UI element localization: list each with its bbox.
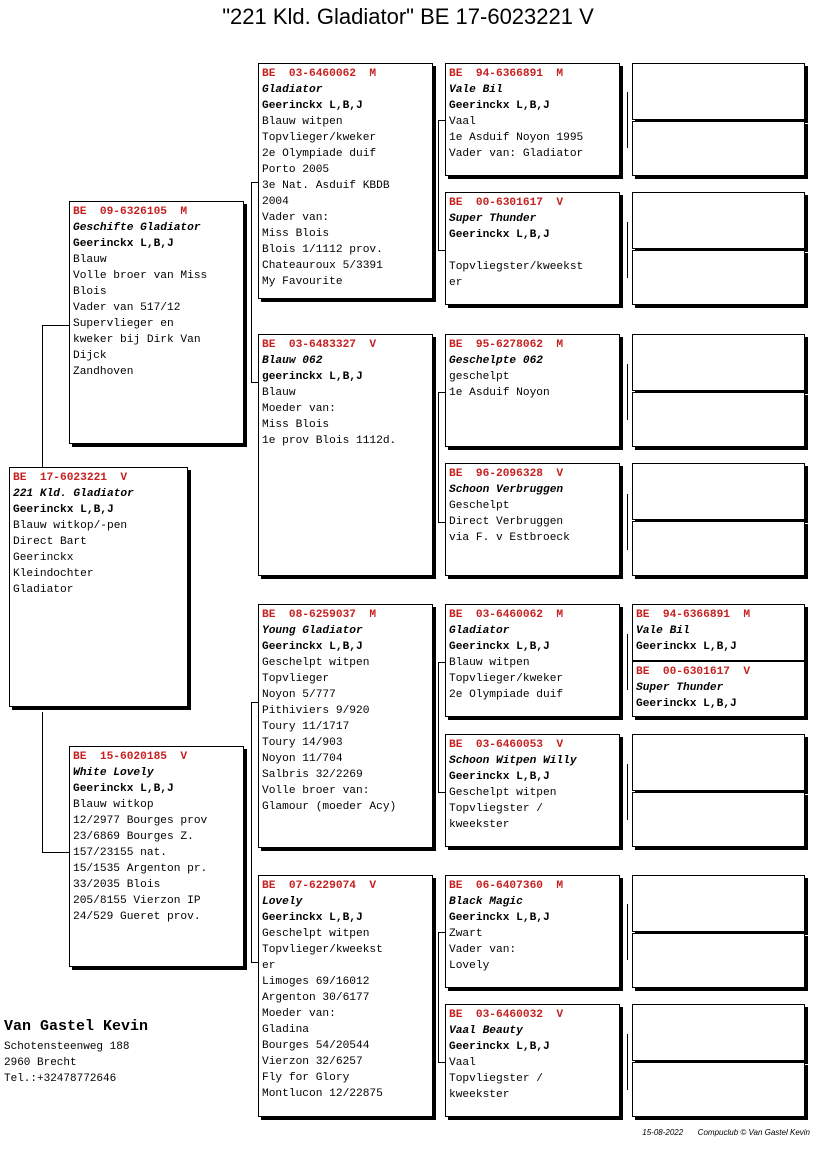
info-line: My Favourite bbox=[262, 276, 343, 288]
pigeon-card-fmf[interactable] bbox=[445, 334, 620, 447]
info-line: er bbox=[262, 960, 276, 972]
pigeon-name: Super Thunder bbox=[636, 682, 724, 694]
info-line: kweekster bbox=[449, 819, 510, 831]
breeder-name: geerinckx L,B,J bbox=[262, 371, 363, 383]
info-line: Vader van 517/12 bbox=[73, 302, 181, 314]
info-line: Vaal bbox=[449, 1057, 476, 1069]
pigeon-card-fff[interactable] bbox=[445, 63, 620, 176]
info-line: Topvlieger bbox=[262, 673, 330, 685]
info-line: Moeder van: bbox=[262, 403, 336, 415]
connector bbox=[627, 634, 628, 690]
pigeon-card-mfm[interactable] bbox=[445, 734, 620, 847]
info-line: Topvlieger/kweker bbox=[262, 132, 377, 144]
pigeon-name: Blauw 062 bbox=[262, 355, 323, 367]
pigeon-card-mmf[interactable] bbox=[445, 875, 620, 988]
info-line: 157/23155 nat. bbox=[73, 847, 167, 859]
info-line: Blauw bbox=[262, 387, 296, 399]
pigeon-card-empty[interactable] bbox=[632, 521, 805, 576]
connector bbox=[438, 932, 439, 1062]
breeder-name: Geerinckx L,B,J bbox=[636, 698, 737, 710]
connector bbox=[627, 1034, 628, 1090]
info-line: Volle broer van: bbox=[262, 785, 370, 797]
info-line: Geschelpt witpen bbox=[262, 928, 370, 940]
info-line: 15/1535 Argenton pr. bbox=[73, 863, 208, 875]
info-line: 2004 bbox=[262, 196, 289, 208]
info-line: Geschelpt witpen bbox=[262, 657, 370, 669]
breeder-name: Geerinckx L,B,J bbox=[73, 783, 174, 795]
ring-number: BE 03-6460032 V bbox=[449, 1009, 564, 1021]
pigeon-card-empty[interactable] bbox=[632, 792, 805, 847]
pigeon-card-empty[interactable] bbox=[632, 463, 805, 520]
pigeon-card-mother[interactable] bbox=[69, 746, 244, 967]
pigeon-card-ff[interactable] bbox=[258, 63, 433, 299]
pigeon-card-empty[interactable] bbox=[632, 392, 805, 447]
pigeon-name: Schoon Verbruggen bbox=[449, 484, 564, 496]
footer-credit: Compuclub © Van Gastel Kevin bbox=[697, 1128, 810, 1137]
info-line: Topvlieger/kweker bbox=[449, 673, 564, 685]
pigeon-card-empty[interactable] bbox=[632, 1004, 805, 1061]
pigeon-name: White Lovely bbox=[73, 767, 154, 779]
info-line: Pithiviers 9/920 bbox=[262, 705, 370, 717]
pigeon-card-empty[interactable] bbox=[632, 192, 805, 249]
info-line: Bourges 54/20544 bbox=[262, 1040, 370, 1052]
connector bbox=[438, 120, 439, 250]
breeder-name: Geerinckx L,B,J bbox=[262, 641, 363, 653]
info-line: Blois bbox=[73, 286, 107, 298]
info-line: Blauw witpen bbox=[449, 657, 530, 669]
pigeon-name: Geschelpte 062 bbox=[449, 355, 543, 367]
info-line: Salbris 32/2269 bbox=[262, 769, 363, 781]
info-line: Gladiator bbox=[13, 584, 74, 596]
pigeon-name: Black Magic bbox=[449, 896, 523, 908]
pigeon-card-mfff[interactable] bbox=[632, 604, 805, 661]
pigeon-card-empty[interactable] bbox=[632, 1062, 805, 1117]
info-line: kweker bij Dirk Van bbox=[73, 334, 201, 346]
ring-number: BE 96-2096328 V bbox=[449, 468, 564, 480]
info-line: via F. v Estbroeck bbox=[449, 532, 570, 544]
connector bbox=[42, 712, 43, 852]
info-line: Blauw bbox=[73, 254, 107, 266]
pigeon-card-mff[interactable] bbox=[445, 604, 620, 717]
connector bbox=[627, 222, 628, 278]
info-line: Blauw witpen bbox=[262, 116, 343, 128]
info-line: Topvlieger/kweekst bbox=[262, 944, 383, 956]
pigeon-name: Gladiator bbox=[262, 84, 323, 96]
info-line: Moeder van: bbox=[262, 1008, 336, 1020]
info-line: 2e Olympiade duif bbox=[449, 689, 564, 701]
pigeon-card-empty[interactable] bbox=[632, 334, 805, 391]
pigeon-card-empty[interactable] bbox=[632, 875, 805, 932]
info-line: Geerinckx bbox=[13, 552, 74, 564]
ring-number: BE 03-6460053 V bbox=[449, 739, 564, 751]
ring-number: BE 09-6326105 M bbox=[73, 206, 188, 218]
pigeon-name: Geschifte Gladiator bbox=[73, 222, 201, 234]
info-line: Vader van: bbox=[449, 944, 517, 956]
pigeon-name: Vaal Beauty bbox=[449, 1025, 523, 1037]
ring-number: BE 94-6366891 M bbox=[449, 68, 564, 80]
pigeon-card-subject[interactable] bbox=[9, 467, 188, 707]
info-line: Glamour (moeder Acy) bbox=[262, 801, 397, 813]
info-line: Topvliegster / bbox=[449, 1073, 543, 1085]
connector bbox=[627, 494, 628, 550]
info-line: 205/8155 Vierzon IP bbox=[73, 895, 201, 907]
info-line: Topvliegster / bbox=[449, 803, 543, 815]
info-line: Gladina bbox=[262, 1024, 309, 1036]
owner-block bbox=[4, 1018, 148, 1087]
info-line: 23/6869 Bourges Z. bbox=[73, 831, 194, 843]
ring-number: BE 00-6301617 V bbox=[636, 666, 751, 678]
connector bbox=[251, 182, 252, 382]
info-line: Geschelpt witpen bbox=[449, 787, 557, 799]
connector bbox=[42, 325, 43, 470]
ring-number: BE 94-6366891 M bbox=[636, 609, 751, 621]
pigeon-card-mffm[interactable] bbox=[632, 661, 805, 717]
info-line: 33/2035 Blois bbox=[73, 879, 161, 891]
info-line: Argenton 30/6177 bbox=[262, 992, 370, 1004]
info-line: Vaal bbox=[449, 116, 476, 128]
info-line: Toury 14/903 bbox=[262, 737, 343, 749]
pigeon-name: Young Gladiator bbox=[262, 625, 363, 637]
pigeon-name: Schoon Witpen Willy bbox=[449, 755, 577, 767]
connector bbox=[627, 764, 628, 820]
ring-number: BE 17-6023221 V bbox=[13, 472, 128, 484]
connector bbox=[627, 364, 628, 420]
connector bbox=[438, 392, 439, 522]
breeder-name: Geerinckx L,B,J bbox=[13, 504, 114, 516]
info-line: Direct Bart bbox=[13, 536, 87, 548]
owner-name: Van Gastel Kevin bbox=[4, 1018, 149, 1035]
pigeon-card-mm[interactable] bbox=[258, 875, 433, 1117]
info-line: Volle broer van Miss bbox=[73, 270, 208, 282]
info-line: Miss Blois bbox=[262, 228, 330, 240]
connector bbox=[627, 904, 628, 960]
info-line: Direct Verbruggen bbox=[449, 516, 564, 528]
info-line: Vader van: Gladiator bbox=[449, 148, 584, 160]
pigeon-name: Gladiator bbox=[449, 625, 510, 637]
page-title: "221 Kld. Gladiator" BE 17-6023221 V bbox=[222, 4, 594, 29]
pigeon-card-fmm[interactable] bbox=[445, 463, 620, 576]
pigeon-card-empty[interactable] bbox=[632, 933, 805, 988]
info-line: 3e Nat. Asduif KBDB bbox=[262, 180, 390, 192]
info-line: Miss Blois bbox=[262, 419, 330, 431]
info-line: Limoges 69/16012 bbox=[262, 976, 370, 988]
pigeon-card-empty[interactable] bbox=[632, 250, 805, 305]
connector bbox=[42, 325, 70, 326]
ring-number: BE 06-6407360 M bbox=[449, 880, 564, 892]
info-line: Noyon 5/777 bbox=[262, 689, 336, 701]
connector bbox=[438, 662, 439, 792]
ring-number: BE 03-6483327 V bbox=[262, 339, 377, 351]
info-line: 1e Asduif Noyon 1995 bbox=[449, 132, 584, 144]
info-line: Kleindochter bbox=[13, 568, 94, 580]
breeder-name: Geerinckx L,B,J bbox=[636, 641, 737, 653]
info-line: 24/529 Gueret prov. bbox=[73, 911, 201, 923]
pigeon-card-empty[interactable] bbox=[632, 734, 805, 791]
info-line: Zwart bbox=[449, 928, 483, 940]
footer bbox=[642, 1128, 810, 1137]
pigeon-card-mf[interactable] bbox=[258, 604, 433, 848]
info-line: 12/2977 Bourges prov bbox=[73, 815, 208, 827]
info-line: Dijck bbox=[73, 350, 107, 362]
breeder-name: Geerinckx L,B,J bbox=[262, 912, 363, 924]
breeder-name: Geerinckx L,B,J bbox=[262, 100, 363, 112]
pigeon-card-empty[interactable] bbox=[632, 121, 805, 176]
pigeon-card-empty[interactable] bbox=[632, 63, 805, 120]
pigeon-card-ffm[interactable] bbox=[445, 192, 620, 305]
info-line: Lovely bbox=[449, 960, 490, 972]
info-line: Topvliegster/kweekst bbox=[449, 261, 584, 273]
pigeon-name: Vale Bil bbox=[449, 84, 503, 96]
ring-number: BE 95-6278062 M bbox=[449, 339, 564, 351]
ring-number: BE 03-6460062 M bbox=[449, 609, 564, 621]
info-line: Vierzon 32/6257 bbox=[262, 1056, 363, 1068]
breeder-name: Geerinckx L,B,J bbox=[449, 912, 550, 924]
breeder-name: Geerinckx L,B,J bbox=[449, 100, 550, 112]
info-line: Montlucon 12/22875 bbox=[262, 1088, 383, 1100]
pigeon-card-father[interactable] bbox=[69, 201, 244, 444]
info-line: Porto 2005 bbox=[262, 164, 330, 176]
ring-number: BE 03-6460062 M bbox=[262, 68, 377, 80]
info-line: Blauw witkop bbox=[73, 799, 154, 811]
info-line: Zandhoven bbox=[73, 366, 134, 378]
info-line: 2e Olympiade duif bbox=[262, 148, 377, 160]
info-line: Vader van: bbox=[262, 212, 330, 224]
ring-number: BE 15-6020185 V bbox=[73, 751, 188, 763]
breeder-name: Geerinckx L,B,J bbox=[449, 641, 550, 653]
pigeon-name: Lovely bbox=[262, 896, 303, 908]
info-line: 1e prov Blois 1112d. bbox=[262, 435, 397, 447]
pigeon-name: 221 Kld. Gladiator bbox=[13, 488, 134, 500]
breeder-name: Geerinckx L,B,J bbox=[449, 771, 550, 783]
owner-phone: Tel.:+32478772646 bbox=[4, 1073, 117, 1085]
breeder-name: Geerinckx L,B,J bbox=[449, 1041, 550, 1053]
connector bbox=[251, 702, 252, 962]
info-line: 1e Asduif Noyon bbox=[449, 387, 550, 399]
info-line: Supervlieger en bbox=[73, 318, 174, 330]
ring-number: BE 08-6259037 M bbox=[262, 609, 377, 621]
info-line: kweekster bbox=[449, 1089, 510, 1101]
owner-city: 2960 Brecht bbox=[4, 1057, 77, 1069]
info-line: Noyon 11/704 bbox=[262, 753, 343, 765]
breeder-name: Geerinckx L,B,J bbox=[449, 229, 550, 241]
pigeon-name: Vale Bil bbox=[636, 625, 690, 637]
info-line: Chateauroux 5/3391 bbox=[262, 260, 383, 272]
owner-street: Schotensteenweg 188 bbox=[4, 1041, 130, 1053]
ring-number: BE 07-6229074 V bbox=[262, 880, 377, 892]
info-line: Blois 1/1112 prov. bbox=[262, 244, 383, 256]
pigeon-card-mmm[interactable] bbox=[445, 1004, 620, 1117]
pigeon-card-fm[interactable] bbox=[258, 334, 433, 576]
info-line: geschelpt bbox=[449, 371, 510, 383]
info-line: er bbox=[449, 277, 463, 289]
connector bbox=[627, 92, 628, 148]
info-line: Blauw witkop/-pen bbox=[13, 520, 128, 532]
info-line: Geschelpt bbox=[449, 500, 510, 512]
pigeon-name: Super Thunder bbox=[449, 213, 537, 225]
connector bbox=[42, 852, 70, 853]
info-line: Fly for Glory bbox=[262, 1072, 350, 1084]
footer-date: 15-08-2022 bbox=[642, 1128, 684, 1137]
breeder-name: Geerinckx L,B,J bbox=[73, 238, 174, 250]
ring-number: BE 00-6301617 V bbox=[449, 197, 564, 209]
info-line: Toury 11/1717 bbox=[262, 721, 350, 733]
info-line bbox=[449, 243, 616, 259]
